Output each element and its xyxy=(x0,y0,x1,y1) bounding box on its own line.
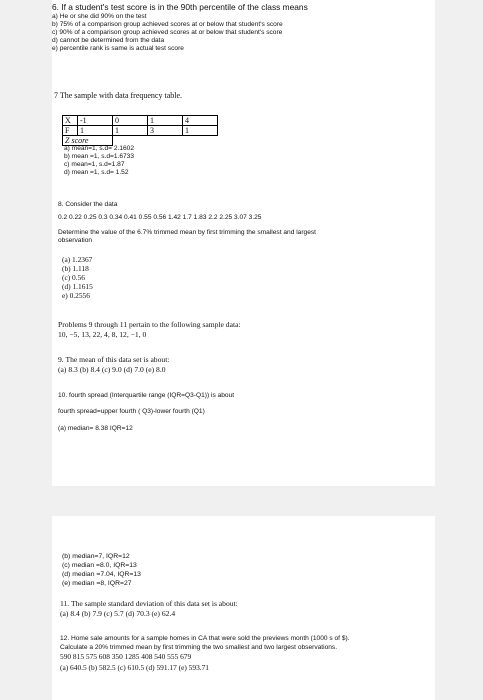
frequency-table xyxy=(62,115,218,146)
q8-option-d: (d) 1.1615 xyxy=(62,282,93,291)
q12-instruction: Calculate a 20% trimmed mean by first trimming the two smallest and two largest observations. xyxy=(60,644,338,651)
q8-option-a: (a) 1.2367 xyxy=(62,255,93,264)
q8-instruction-cont: observation xyxy=(58,237,93,244)
q8-option-b: (b) 1.118 xyxy=(62,264,89,273)
page-1 xyxy=(52,0,435,486)
table-cell: Z score xyxy=(63,136,113,146)
q12-options: (a) 640.5 (b) 582.5 (c) 610.5 (d) 591.17 (e) 593.71 xyxy=(60,663,210,672)
q10-stem: 10. fourth spread (Interquartile range (IQR=Q3-Q1)) is about xyxy=(58,392,235,399)
q8-option-e: e) 0.2556 xyxy=(62,291,90,300)
q11-options: (a) 8.4 (b) 7.9 (c) 5.7 (d) 70.3 (e) 62.4 xyxy=(60,609,176,618)
page-2 xyxy=(52,516,435,700)
q10-option-c: (c) median =8.0, IQR=13 xyxy=(62,562,137,569)
sample-data: 10, −5, 13, 22, 4, 8, 12, −1, 0 xyxy=(58,330,147,339)
table-row xyxy=(63,126,218,136)
table-cell: 1 xyxy=(78,126,113,136)
q10-option-a: (a) median= 8.38 IQR=12 xyxy=(58,425,133,432)
q7-stem: 7 The sample with data frequency table. xyxy=(54,91,183,100)
table-cell: -1 xyxy=(78,116,113,126)
table-row xyxy=(63,136,218,146)
q9-options: (a) 8.3 (b) 8.4 (c) 9.0 (d) 7.0 (e) 8.0 xyxy=(58,365,166,374)
q10-option-d: (d) median =7.04, IQR=13 xyxy=(62,571,141,578)
table-cell: 1 xyxy=(183,126,218,136)
q9-stem: 9. The mean of this data set is about: xyxy=(58,355,170,364)
q12-data: 590 815 575 608 350 1285 408 540 555 679 xyxy=(60,652,192,661)
q12-stem: 12. Home sale amounts for a sample homes in CA that were sold the previews month (1000 s of $). xyxy=(60,635,350,642)
q7-option-b: b) mean =1, s.d=1.6733 xyxy=(64,153,135,160)
q10-option-b: (b) median=7, IQR=12 xyxy=(62,553,130,560)
q6-option-e: e) percentile rank is same is actual test score xyxy=(52,45,184,52)
q8-instruction: Determine the value of the 6.7% trimmed mean by first trimming the smallest and largest xyxy=(58,229,316,236)
table-cell: 0 xyxy=(113,116,148,126)
q6-stem: 6. If a student's test score is in the 90th percentile of the class means xyxy=(52,2,308,12)
table-cell: 1 xyxy=(113,126,148,136)
table-cell: X xyxy=(63,116,78,126)
q8-data: 0.2 0.22 0.25 0.3 0.34 0.41 0.55 0.56 1.42 1.7 1.83 2.2 2.25 3.07 3.25 xyxy=(58,214,262,221)
q10-definition: fourth spread=upper fourth ( Q3)-lower fourth (Q1) xyxy=(58,408,205,415)
table-cell: 3 xyxy=(148,126,183,136)
table-row xyxy=(63,116,218,126)
q7-option-a: a) mean=1, s.d= 2.1602 xyxy=(64,145,135,152)
q10-option-e: (e) median =8, IQR=27 xyxy=(62,580,132,587)
table-cell: F xyxy=(63,126,78,136)
q7-option-d: d) mean =1, s.d= 1.52 xyxy=(64,169,129,176)
q6-option-d: d) cannot be determined from the data xyxy=(52,37,165,44)
table-cell: 4 xyxy=(183,116,218,126)
q6-option-c: c) 90% of a comparison group achieved scores at or below that student's score xyxy=(52,29,283,36)
q8-option-c: (c) 0.56 xyxy=(62,273,85,282)
problems-intro: Problems 9 through 11 pertain to the following sample data: xyxy=(58,320,241,329)
table-cell: 1 xyxy=(148,116,183,126)
q6-option-b: b) 75% of a comparison group achieved scores at or below that student's score xyxy=(52,21,283,28)
q7-option-c: c) mean=1, s.d=1.87 xyxy=(64,161,125,168)
q6-option-a: a) He or she did 90% on the test xyxy=(52,13,147,20)
q8-stem: 8. Consider the data xyxy=(58,201,118,208)
q11-stem: 11. The sample standard deviation of this data set is about: xyxy=(60,599,238,608)
